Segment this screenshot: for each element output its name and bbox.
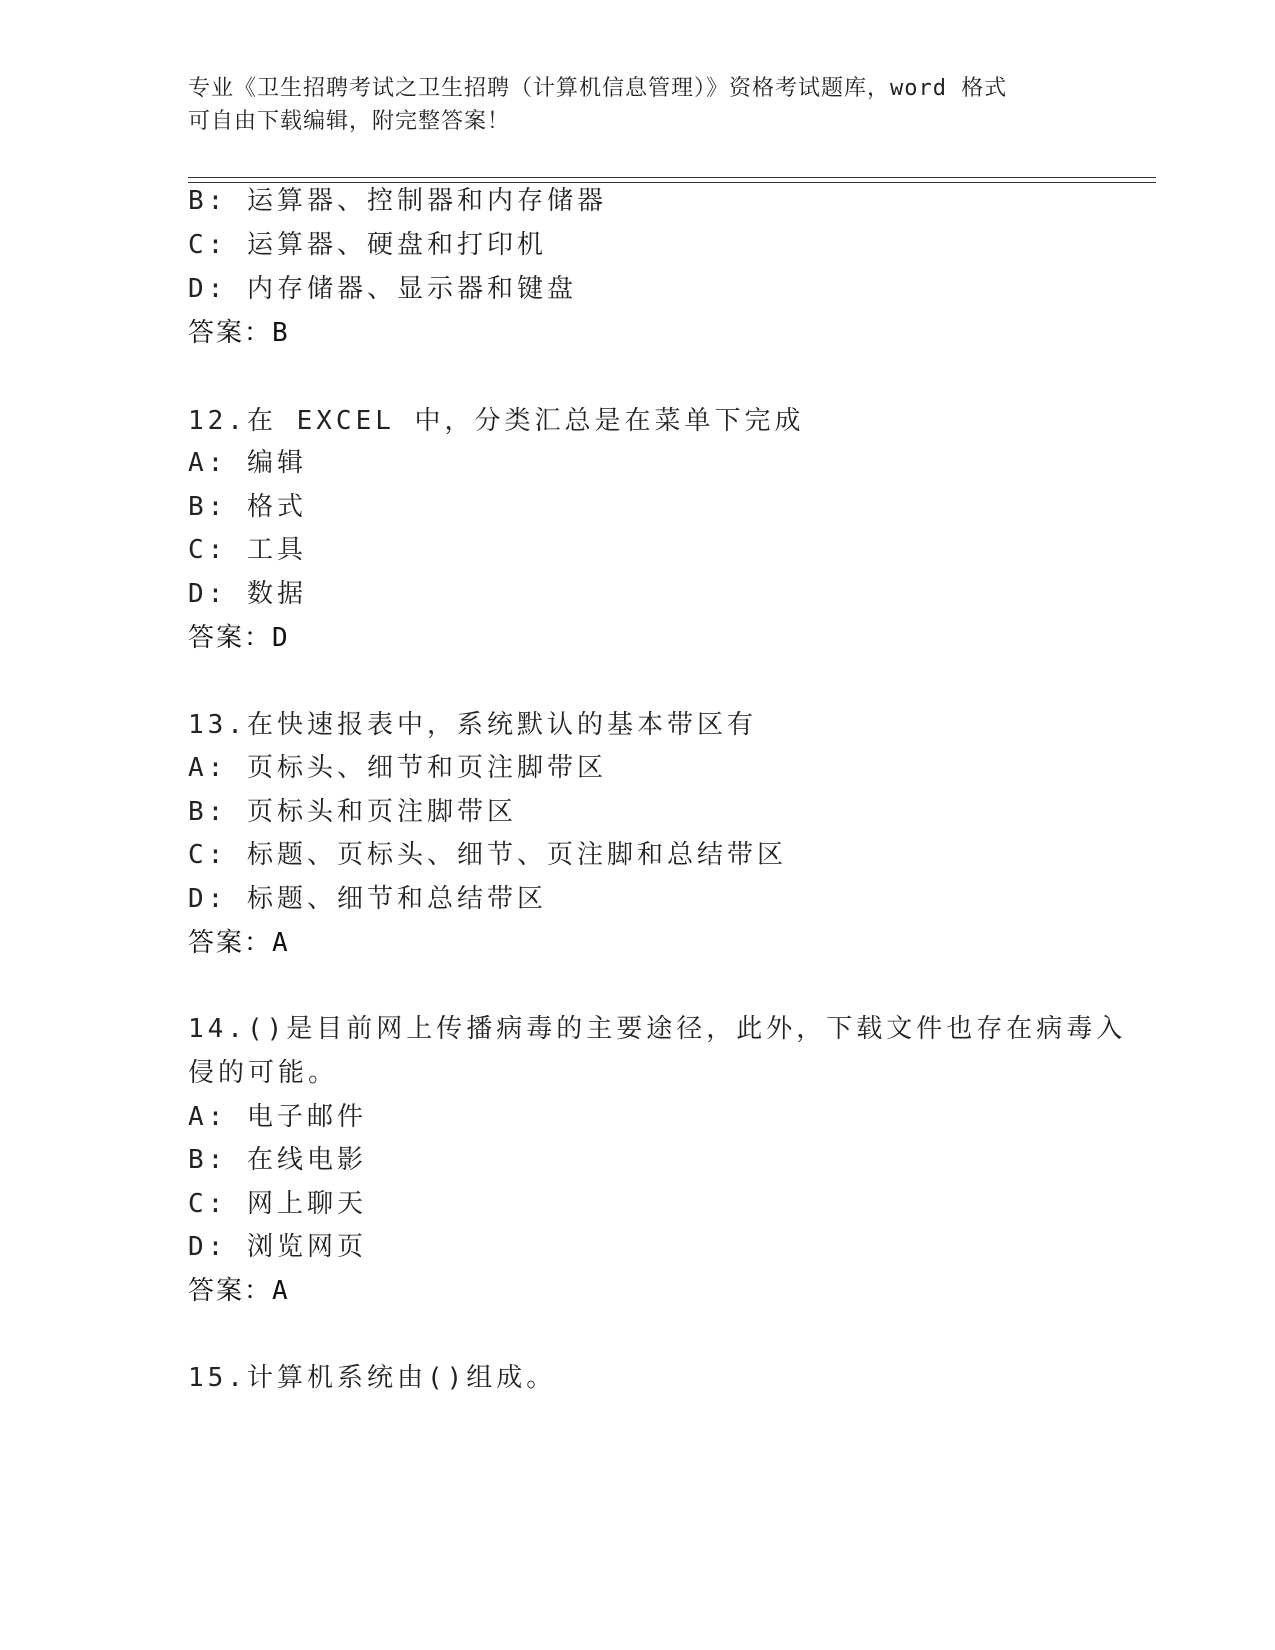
q13-answer: 答案：A [188,928,290,958]
header-title-line-1: 专业《卫生招聘考试之卫生招聘（计算机信息管理）》资格考试题库，word 格式 [188,76,1008,101]
q13-question: 13.在快速报表中，系统默认的基本带区有 [188,710,757,740]
q12-option-d: D: 数据 [188,579,307,609]
q11-answer: 答案：B [188,318,290,348]
q14-answer: 答案：A [188,1276,290,1306]
q13-option-c: C: 标题、页标头、细节、页注脚和总结带区 [188,840,787,870]
q14-question-line-2: 侵的可能。 [188,1058,339,1088]
q13-option-b: B: 页标头和页注脚带区 [188,797,517,827]
q11-option-c: C: 运算器、硬盘和打印机 [188,230,547,260]
q15-question: 15.计算机系统由()组成。 [188,1363,557,1393]
q14-option-b: B: 在线电影 [188,1145,367,1175]
q12-question: 12.在 EXCEL 中，分类汇总是在菜单下完成 [188,406,805,436]
q14-option-a: A: 电子邮件 [188,1102,367,1132]
q12-option-b: B: 格式 [188,492,307,522]
q14-option-c: C: 网上聊天 [188,1189,367,1219]
q11-option-d: D: 内存储器、显示器和键盘 [188,274,577,304]
q13-option-d: D: 标题、细节和总结带区 [188,884,547,914]
q11-option-b: B: 运算器、控制器和内存储器 [188,186,607,216]
q13-option-a: A: 页标头、细节和页注脚带区 [188,753,607,783]
header-divider-bottom [188,182,1156,183]
header-title-line-2: 可自由下载编辑，附完整答案！ [188,109,511,134]
q12-answer: 答案：D [188,623,290,653]
header-divider-top [188,177,1156,178]
q12-option-c: C: 工具 [188,535,307,565]
document-header [188,72,1088,138]
q14-question-line-1: 14.()是目前网上传播病毒的主要途径，此外，下载文件也存在病毒入 [188,1014,1127,1044]
q14-option-d: D: 浏览网页 [188,1232,367,1262]
q12-option-a: A: 编辑 [188,448,307,478]
